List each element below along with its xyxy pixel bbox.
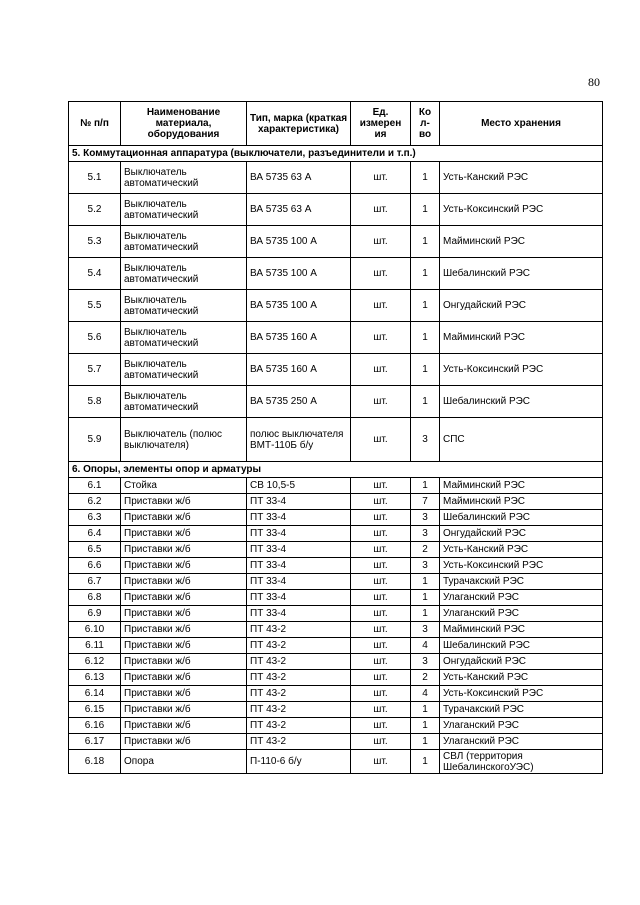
table-row bbox=[69, 354, 603, 386]
cell-num: 6.13 bbox=[69, 670, 121, 686]
table-row bbox=[69, 670, 603, 686]
cell-name: Выключатель автоматический bbox=[121, 386, 247, 418]
cell-unit: шт. bbox=[351, 386, 411, 418]
table-row bbox=[69, 606, 603, 622]
cell-type: ВА 5735 63 А bbox=[247, 194, 351, 226]
cell-location: Онгудайский РЭС bbox=[440, 654, 603, 670]
table-row bbox=[69, 542, 603, 558]
table-body bbox=[69, 146, 603, 462]
cell-num: 6.2 bbox=[69, 494, 121, 510]
cell-unit: шт. bbox=[351, 702, 411, 718]
cell-num: 6.5 bbox=[69, 542, 121, 558]
cell-name: Приставки ж/б bbox=[121, 574, 247, 590]
table-row bbox=[69, 194, 603, 226]
cell-name: Приставки ж/б bbox=[121, 510, 247, 526]
cell-location: Майминский РЭС bbox=[440, 226, 603, 258]
cell-unit: шт. bbox=[351, 686, 411, 702]
cell-name: Приставки ж/б bbox=[121, 718, 247, 734]
cell-num: 5.9 bbox=[69, 418, 121, 462]
cell-qty: 1 bbox=[411, 478, 440, 494]
cell-location: Турачакский РЭС bbox=[440, 574, 603, 590]
cell-unit: шт. bbox=[351, 494, 411, 510]
table-row bbox=[69, 258, 603, 290]
cell-qty: 1 bbox=[411, 702, 440, 718]
header-qty: Ко л- во bbox=[411, 102, 440, 146]
cell-qty: 4 bbox=[411, 686, 440, 702]
cell-num: 6.11 bbox=[69, 638, 121, 654]
cell-name: Выключатель автоматический bbox=[121, 226, 247, 258]
cell-type: ПТ 33-4 bbox=[247, 558, 351, 574]
cell-num: 5.4 bbox=[69, 258, 121, 290]
cell-unit: шт. bbox=[351, 290, 411, 322]
cell-qty: 1 bbox=[411, 606, 440, 622]
cell-num: 5.2 bbox=[69, 194, 121, 226]
table-row bbox=[69, 574, 603, 590]
cell-name: Выключатель автоматический bbox=[121, 194, 247, 226]
table-row bbox=[69, 654, 603, 670]
cell-unit: шт. bbox=[351, 510, 411, 526]
cell-name: Приставки ж/б bbox=[121, 558, 247, 574]
inventory-table bbox=[68, 101, 603, 774]
header-name: Наименование материала, оборудования bbox=[121, 102, 247, 146]
cell-num: 6.18 bbox=[69, 750, 121, 774]
table-row bbox=[69, 162, 603, 194]
cell-type: СВ 10,5-5 bbox=[247, 478, 351, 494]
cell-name: Приставки ж/б bbox=[121, 654, 247, 670]
cell-unit: шт. bbox=[351, 670, 411, 686]
cell-type: ПТ 43-2 bbox=[247, 670, 351, 686]
cell-type: ВА 5735 100 А bbox=[247, 290, 351, 322]
cell-qty: 7 bbox=[411, 494, 440, 510]
cell-name: Приставки ж/б bbox=[121, 734, 247, 750]
cell-location: Усть-Канский РЭС bbox=[440, 162, 603, 194]
cell-num: 6.9 bbox=[69, 606, 121, 622]
cell-type: ВА 5735 100 А bbox=[247, 258, 351, 290]
cell-name: Приставки ж/б bbox=[121, 606, 247, 622]
table-header-row bbox=[69, 102, 603, 146]
cell-type: ПТ 33-4 bbox=[247, 494, 351, 510]
cell-unit: шт. bbox=[351, 542, 411, 558]
cell-name: Приставки ж/б bbox=[121, 686, 247, 702]
cell-name: Приставки ж/б bbox=[121, 526, 247, 542]
cell-unit: шт. bbox=[351, 622, 411, 638]
cell-type: ПТ 43-2 bbox=[247, 638, 351, 654]
cell-name: Приставки ж/б bbox=[121, 622, 247, 638]
cell-num: 5.7 bbox=[69, 354, 121, 386]
cell-qty: 1 bbox=[411, 734, 440, 750]
cell-qty: 3 bbox=[411, 558, 440, 574]
cell-num: 6.1 bbox=[69, 478, 121, 494]
cell-location: Майминский РЭС bbox=[440, 322, 603, 354]
cell-unit: шт. bbox=[351, 638, 411, 654]
cell-location: Онгудайский РЭС bbox=[440, 290, 603, 322]
cell-qty: 1 bbox=[411, 354, 440, 386]
cell-name: Выключатель автоматический bbox=[121, 258, 247, 290]
header-type: Тип, марка (краткая характеристика) bbox=[247, 102, 351, 146]
cell-unit: шт. bbox=[351, 226, 411, 258]
cell-type: ПТ 33-4 bbox=[247, 606, 351, 622]
cell-unit: шт. bbox=[351, 418, 411, 462]
cell-type: П-110-6 б/у bbox=[247, 750, 351, 774]
cell-qty: 3 bbox=[411, 654, 440, 670]
cell-num: 6.3 bbox=[69, 510, 121, 526]
cell-name: Опора bbox=[121, 750, 247, 774]
cell-name: Приставки ж/б bbox=[121, 702, 247, 718]
cell-name: Выключатель автоматический bbox=[121, 290, 247, 322]
cell-num: 6.7 bbox=[69, 574, 121, 590]
cell-qty: 1 bbox=[411, 194, 440, 226]
table-row bbox=[69, 526, 603, 542]
cell-location: Усть-Коксинский РЭС bbox=[440, 558, 603, 574]
cell-qty: 1 bbox=[411, 226, 440, 258]
cell-unit: шт. bbox=[351, 606, 411, 622]
cell-qty: 3 bbox=[411, 622, 440, 638]
cell-location: Усть-Канский РЭС bbox=[440, 542, 603, 558]
cell-qty: 1 bbox=[411, 386, 440, 418]
section-title: 5. Коммутационная аппаратура (выключатели, разъединители и т.п.) bbox=[69, 146, 603, 162]
cell-unit: шт. bbox=[351, 354, 411, 386]
cell-location: Шебалинский РЭС bbox=[440, 638, 603, 654]
table-row bbox=[69, 510, 603, 526]
cell-num: 5.3 bbox=[69, 226, 121, 258]
cell-location: Усть-Канский РЭС bbox=[440, 670, 603, 686]
cell-unit: шт. bbox=[351, 162, 411, 194]
cell-location: Онгудайский РЭС bbox=[440, 526, 603, 542]
cell-num: 6.16 bbox=[69, 718, 121, 734]
cell-name: Приставки ж/б bbox=[121, 542, 247, 558]
table-row bbox=[69, 418, 603, 462]
cell-type: ВА 5735 250 А bbox=[247, 386, 351, 418]
cell-location: СПС bbox=[440, 418, 603, 462]
cell-location: Шебалинский РЭС bbox=[440, 510, 603, 526]
table-row bbox=[69, 494, 603, 510]
cell-type: ПТ 43-2 bbox=[247, 654, 351, 670]
table-row bbox=[69, 734, 603, 750]
table-row bbox=[69, 718, 603, 734]
header-location: Место хранения bbox=[440, 102, 603, 146]
cell-qty: 2 bbox=[411, 542, 440, 558]
cell-type: полюс выключателя ВМТ-110Б б/у bbox=[247, 418, 351, 462]
table-body-section6 bbox=[69, 462, 603, 774]
cell-type: ПТ 33-4 bbox=[247, 574, 351, 590]
cell-location: Шебалинский РЭС bbox=[440, 258, 603, 290]
cell-name: Выключатель автоматический bbox=[121, 322, 247, 354]
table-row bbox=[69, 386, 603, 418]
cell-location: Усть-Коксинский РЭС bbox=[440, 686, 603, 702]
cell-unit: шт. bbox=[351, 322, 411, 354]
cell-unit: шт. bbox=[351, 718, 411, 734]
table-row bbox=[69, 478, 603, 494]
cell-location: Майминский РЭС bbox=[440, 478, 603, 494]
cell-type: ПТ 43-2 bbox=[247, 686, 351, 702]
cell-type: ПТ 43-2 bbox=[247, 734, 351, 750]
cell-location: Шебалинский РЭС bbox=[440, 386, 603, 418]
cell-type: ПТ 43-2 bbox=[247, 718, 351, 734]
cell-num: 6.17 bbox=[69, 734, 121, 750]
cell-qty: 1 bbox=[411, 162, 440, 194]
table-row bbox=[69, 622, 603, 638]
cell-qty: 3 bbox=[411, 510, 440, 526]
cell-num: 5.6 bbox=[69, 322, 121, 354]
table-row bbox=[69, 590, 603, 606]
cell-qty: 2 bbox=[411, 670, 440, 686]
cell-location: Турачакский РЭС bbox=[440, 702, 603, 718]
cell-qty: 3 bbox=[411, 526, 440, 542]
cell-num: 5.8 bbox=[69, 386, 121, 418]
section-row bbox=[69, 146, 603, 162]
cell-num: 6.6 bbox=[69, 558, 121, 574]
cell-num: 5.5 bbox=[69, 290, 121, 322]
header-num: № п/п bbox=[69, 102, 121, 146]
table-row bbox=[69, 638, 603, 654]
cell-num: 5.1 bbox=[69, 162, 121, 194]
cell-qty: 4 bbox=[411, 638, 440, 654]
cell-type: ВА 5735 63 А bbox=[247, 162, 351, 194]
cell-location: Улаганский РЭС bbox=[440, 734, 603, 750]
cell-unit: шт. bbox=[351, 590, 411, 606]
cell-name: Выключатель (полюс выключателя) bbox=[121, 418, 247, 462]
cell-unit: шт. bbox=[351, 654, 411, 670]
cell-qty: 1 bbox=[411, 322, 440, 354]
cell-unit: шт. bbox=[351, 734, 411, 750]
section-row bbox=[69, 462, 603, 478]
cell-num: 6.12 bbox=[69, 654, 121, 670]
cell-unit: шт. bbox=[351, 194, 411, 226]
cell-name: Приставки ж/б bbox=[121, 590, 247, 606]
table-row bbox=[69, 686, 603, 702]
table-row bbox=[69, 322, 603, 354]
cell-unit: шт. bbox=[351, 558, 411, 574]
cell-num: 6.14 bbox=[69, 686, 121, 702]
cell-num: 6.4 bbox=[69, 526, 121, 542]
table-row bbox=[69, 702, 603, 718]
cell-type: ВА 5735 160 А bbox=[247, 322, 351, 354]
cell-location: Улаганский РЭС bbox=[440, 590, 603, 606]
section-title: 6. Опоры, элементы опор и арматуры bbox=[69, 462, 603, 478]
cell-name: Выключатель автоматический bbox=[121, 354, 247, 386]
cell-name: Приставки ж/б bbox=[121, 494, 247, 510]
cell-unit: шт. bbox=[351, 574, 411, 590]
cell-qty: 1 bbox=[411, 750, 440, 774]
cell-type: ПТ 33-4 bbox=[247, 510, 351, 526]
header-unit: Ед. измерен ия bbox=[351, 102, 411, 146]
cell-qty: 1 bbox=[411, 718, 440, 734]
table-row bbox=[69, 750, 603, 774]
table-row bbox=[69, 558, 603, 574]
cell-qty: 1 bbox=[411, 258, 440, 290]
cell-location: Улаганский РЭС bbox=[440, 606, 603, 622]
cell-type: ВА 5735 100 А bbox=[247, 226, 351, 258]
cell-type: ПТ 33-4 bbox=[247, 590, 351, 606]
cell-name: Выключатель автоматический bbox=[121, 162, 247, 194]
cell-location: Улаганский РЭС bbox=[440, 718, 603, 734]
cell-qty: 1 bbox=[411, 590, 440, 606]
table-row bbox=[69, 290, 603, 322]
cell-unit: шт. bbox=[351, 478, 411, 494]
cell-location: Усть-Коксинский РЭС bbox=[440, 354, 603, 386]
table-row bbox=[69, 226, 603, 258]
cell-unit: шт. bbox=[351, 750, 411, 774]
cell-qty: 1 bbox=[411, 290, 440, 322]
cell-qty: 3 bbox=[411, 418, 440, 462]
cell-type: ВА 5735 160 А bbox=[247, 354, 351, 386]
cell-name: Приставки ж/б bbox=[121, 638, 247, 654]
cell-type: ПТ 43-2 bbox=[247, 622, 351, 638]
cell-type: ПТ 43-2 bbox=[247, 702, 351, 718]
cell-num: 6.15 bbox=[69, 702, 121, 718]
cell-num: 6.8 bbox=[69, 590, 121, 606]
cell-type: ПТ 33-4 bbox=[247, 542, 351, 558]
cell-name: Стойка bbox=[121, 478, 247, 494]
cell-num: 6.10 bbox=[69, 622, 121, 638]
cell-location: Майминский РЭС bbox=[440, 494, 603, 510]
cell-location: СВЛ (территория ШебалинскогоУЭС) bbox=[440, 750, 603, 774]
cell-location: Усть-Коксинский РЭС bbox=[440, 194, 603, 226]
cell-unit: шт. bbox=[351, 526, 411, 542]
cell-location: Майминский РЭС bbox=[440, 622, 603, 638]
cell-qty: 1 bbox=[411, 574, 440, 590]
page-number: 80 bbox=[588, 75, 600, 89]
cell-unit: шт. bbox=[351, 258, 411, 290]
cell-name: Приставки ж/б bbox=[121, 670, 247, 686]
cell-type: ПТ 33-4 bbox=[247, 526, 351, 542]
